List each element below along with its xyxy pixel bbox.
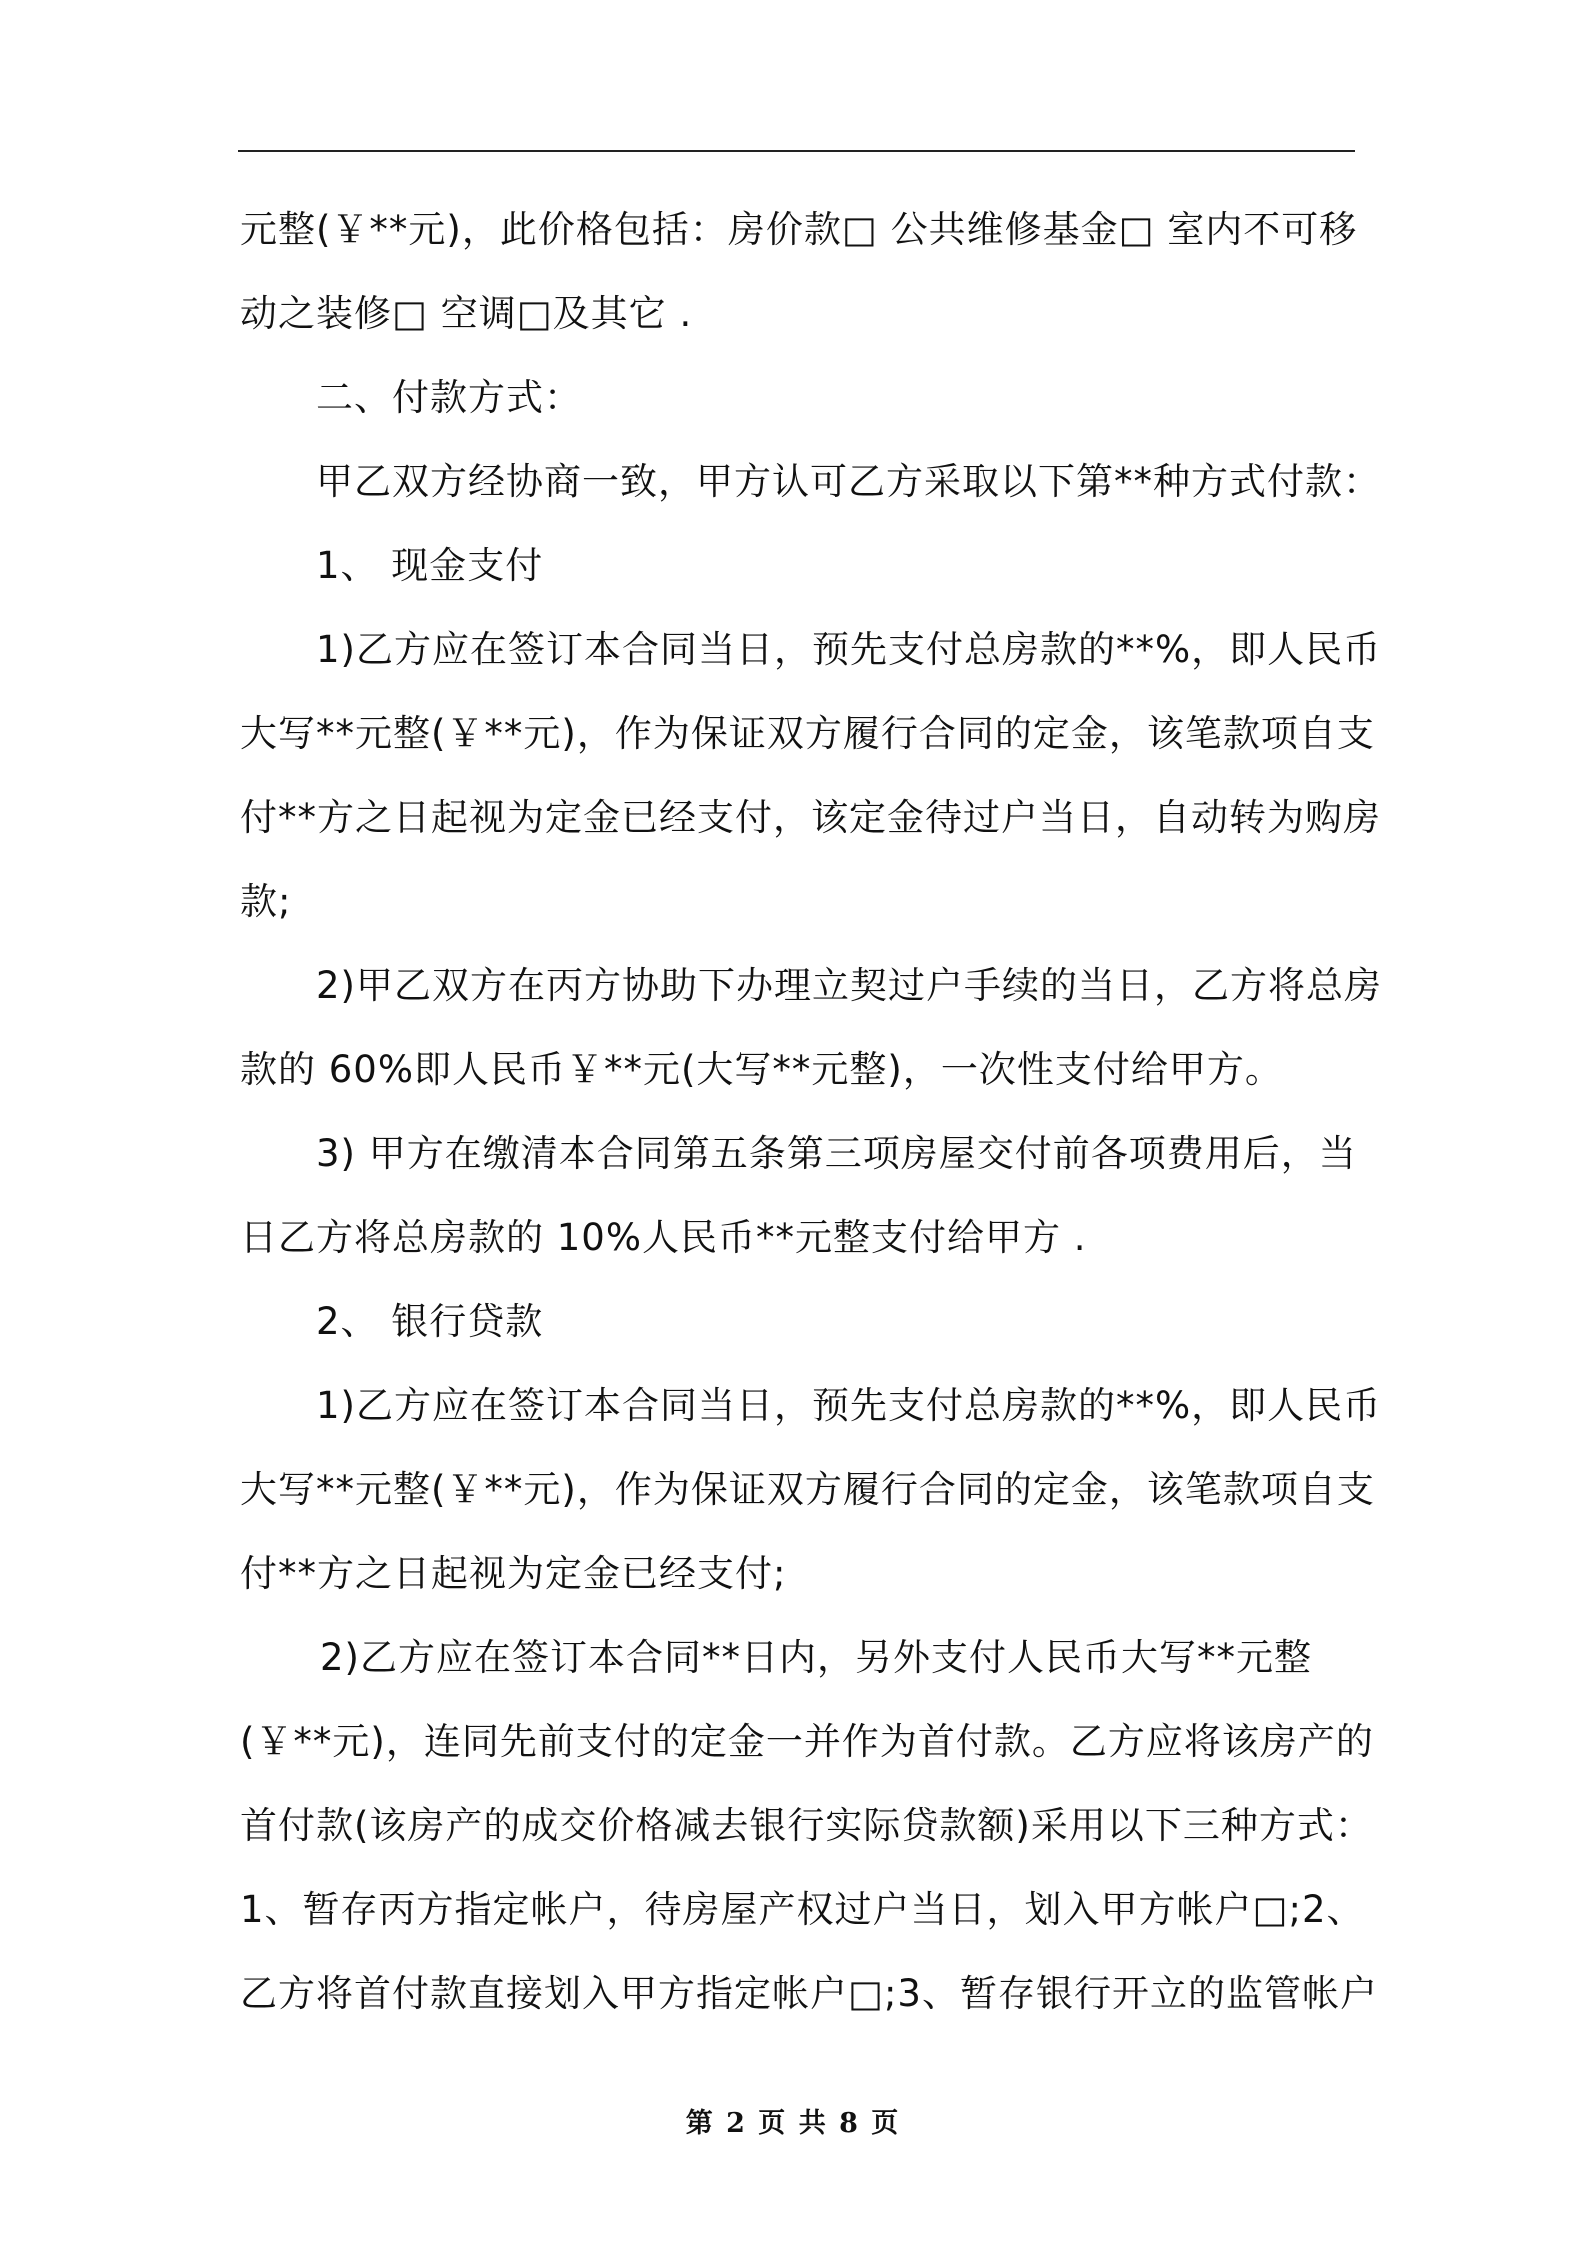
paragraph-line: 2)甲乙双方在丙方协助下办理立契过户手续的当日，乙方将总房 [316, 964, 1382, 1007]
paragraph-line: 大写**元整(￥**元)，作为保证双方履行合同的定金，该笔款项自支 [240, 712, 1375, 755]
paragraph-line: 首付款(该房产的成交价格减去银行实际贷款额)采用以下三种方式： [240, 1804, 1373, 1847]
paragraph-line: 乙方将首付款直接划入甲方指定帐户□;3、暂存银行开立的监管帐户 [240, 1972, 1378, 2015]
paragraph-line: 甲乙双方经协商一致，甲方认可乙方采取以下第**种方式付款： [316, 460, 1381, 503]
subsection-heading: 1、 现金支付 [316, 544, 544, 587]
section-heading: 二、付款方式： [316, 376, 582, 419]
paragraph-line: 款; [240, 880, 292, 923]
paragraph-line: (￥**元)，连同先前支付的定金一并作为首付款。乙方应将该房产的 [240, 1720, 1374, 1763]
page-number: 第 2 页 共 8 页 [685, 2108, 901, 2139]
paragraph-line: 1)乙方应在签订本合同当日，预先支付总房款的**%，即人民币 [316, 628, 1382, 671]
paragraph-line: 3) 甲方在缴清本合同第五条第三项房屋交付前各项费用后，当 [316, 1132, 1357, 1175]
paragraph-line: 元整(￥**元)，此价格包括：房价款□ 公共维修基金□ 室内不可移 [240, 208, 1358, 251]
paragraph-line: 大写**元整(￥**元)，作为保证双方履行合同的定金，该笔款项自支 [240, 1468, 1375, 1511]
paragraph-line: 1)乙方应在签订本合同当日，预先支付总房款的**%，即人民币 [316, 1384, 1382, 1427]
paragraph-line: 1、暂存丙方指定帐户，待房屋产权过户当日，划入甲方帐户□;2、 [240, 1888, 1365, 1931]
paragraph-line: 2)乙方应在签订本合同**日内，另外支付人民币大写**元整 [320, 1636, 1312, 1679]
header-rule [238, 150, 1355, 152]
paragraph-line: 动之装修□ 空调□及其它 . [240, 292, 693, 335]
paragraph-line: 付**方之日起视为定金已经支付; [240, 1552, 787, 1595]
paragraph-line: 日乙方将总房款的 10%人民币**元整支付给甲方 . [240, 1216, 1087, 1259]
subsection-heading: 2、 银行贷款 [316, 1300, 544, 1343]
paragraph-line: 付**方之日起视为定金已经支付，该定金待过户当日，自动转为购房 [240, 796, 1381, 839]
paragraph-line: 款的 60%即人民币￥**元(大写**元整)，一次性支付给甲方。 [240, 1048, 1283, 1091]
